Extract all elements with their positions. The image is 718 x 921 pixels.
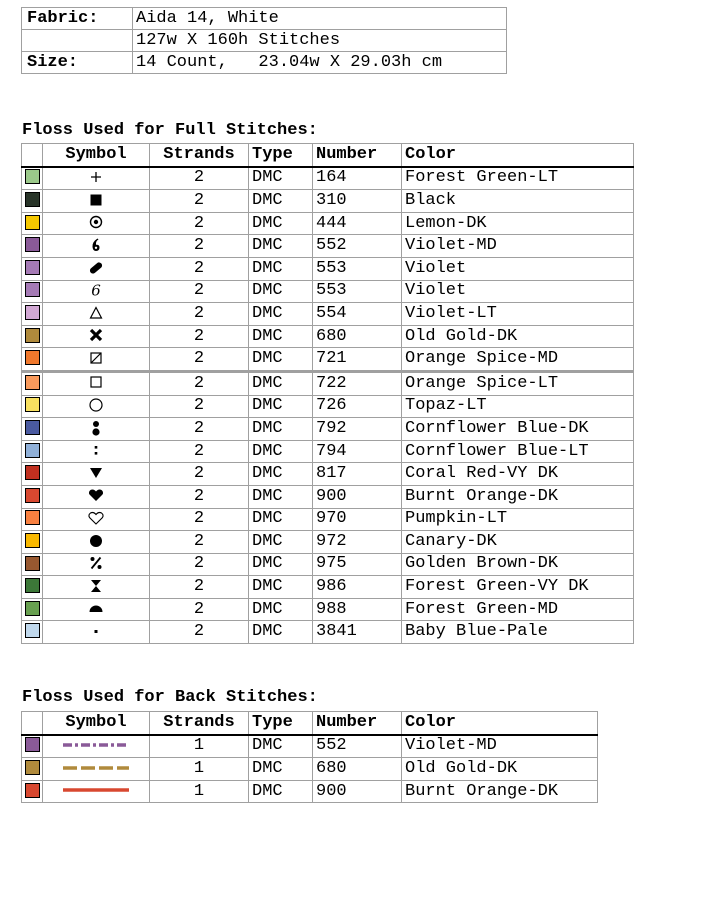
backstitch-line-icon [61,736,131,754]
strands-cell: 2 [150,598,249,621]
stitches-value: 127w X 160h Stitches [133,30,507,52]
symbol-cell [43,190,150,213]
color-swatch [25,215,40,230]
color-swatch [25,578,40,593]
number-cell: 164 [313,167,402,190]
color-swatch-cell [22,508,43,531]
color-swatch-cell [22,531,43,554]
table-header-row [22,144,634,167]
backstitch-line-icon [61,759,131,777]
number-header: Number [313,712,402,735]
color-swatch [25,169,40,184]
color-name-cell: Baby Blue-Pale [402,621,634,644]
color-swatch-cell [22,325,43,348]
strands-cell: 1 [150,735,249,758]
color-name-cell: Violet [402,280,634,303]
table-header-row [22,712,598,735]
number-cell: 817 [313,463,402,486]
strands-cell: 2 [150,508,249,531]
color-swatch-cell [22,167,43,190]
type-cell: DMC [249,190,313,213]
strands-cell: 2 [150,280,249,303]
color-name-cell: Cornflower Blue-LT [402,440,634,463]
color-name-cell: Violet-MD [402,235,634,258]
color-swatch-cell [22,758,43,781]
color-name-cell: Cornflower Blue-DK [402,418,634,441]
table-row [22,372,634,395]
type-cell: DMC [249,372,313,395]
color-swatch-cell [22,212,43,235]
color-swatch-cell [22,418,43,441]
color-swatch [25,760,40,775]
number-cell: 975 [313,553,402,576]
symbol-cell [43,235,150,258]
size-label: Size: [22,52,133,74]
number-cell: 444 [313,212,402,235]
x-cross-icon [81,326,111,344]
strands-cell: 2 [150,348,249,371]
fabric-value: Aida 14, White [133,8,507,30]
number-cell: 970 [313,508,402,531]
color-name-cell: Old Gold-DK [402,758,598,781]
table-row [22,395,634,418]
color-swatch-cell [22,485,43,508]
table-row [22,257,634,280]
table-row [22,598,634,621]
color-swatch-cell [22,348,43,371]
color-name-cell: Topaz-LT [402,395,634,418]
number-cell: 680 [313,758,402,781]
dotted-circle-icon [81,213,111,231]
table-row [22,167,634,190]
back-stitches-table [21,711,598,803]
symbol-cell [43,576,150,599]
color-swatch [25,737,40,752]
number-cell: 552 [313,235,402,258]
color-swatch [25,375,40,390]
color-swatch [25,350,40,365]
strands-cell: 2 [150,531,249,554]
number-cell: 722 [313,372,402,395]
number-cell: 553 [313,257,402,280]
type-cell: DMC [249,508,313,531]
color-name-cell: Forest Green-LT [402,167,634,190]
table-row [22,212,634,235]
color-name-cell: Forest Green-MD [402,598,634,621]
percent-icon [81,554,111,572]
type-cell: DMC [249,167,313,190]
type-cell: DMC [249,395,313,418]
table-row [22,440,634,463]
color-swatch-cell [22,372,43,395]
symbol-cell [43,758,150,781]
color-name-cell: Orange Spice-LT [402,372,634,395]
color-swatch-cell [22,553,43,576]
table-row [22,190,634,213]
heart-filled-icon [81,486,111,504]
symbol-header: Symbol [43,712,150,735]
color-swatch [25,260,40,275]
circle-outline-icon [81,396,111,414]
symbol-cell [43,735,150,758]
color-name-cell: Burnt Orange-DK [402,485,634,508]
full-stitches-title: Floss Used for Full Stitches: [22,121,318,140]
color-name-cell: Violet-LT [402,303,634,326]
colon-icon [81,441,111,459]
color-swatch-cell [22,735,43,758]
stacked-dots-icon [81,419,111,437]
symbol-cell [43,372,150,395]
strands-cell: 2 [150,440,249,463]
triangle-outline-icon [81,304,111,322]
strands-cell: 2 [150,190,249,213]
strands-cell: 1 [150,758,249,781]
color-swatch [25,237,40,252]
table-row [22,780,598,803]
color-name-cell: Violet-MD [402,735,598,758]
symbol-cell [43,348,150,371]
strands-cell: 2 [150,418,249,441]
color-swatch [25,192,40,207]
strands-cell: 2 [150,257,249,280]
color-swatch [25,510,40,525]
table-row [22,348,634,371]
type-cell: DMC [249,325,313,348]
heart-outline-icon [81,509,111,527]
type-cell: DMC [249,440,313,463]
number-cell: 986 [313,576,402,599]
color-name-cell: Old Gold-DK [402,325,634,348]
symbol-cell [43,167,150,190]
color-swatch-cell [22,780,43,803]
table-row [22,463,634,486]
color-name-cell: Golden Brown-DK [402,553,634,576]
number-cell: 310 [313,190,402,213]
color-swatch-cell [22,280,43,303]
type-cell: DMC [249,212,313,235]
type-cell: DMC [249,758,313,781]
color-name-cell: Canary-DK [402,531,634,554]
table-row [22,508,634,531]
table-row [22,303,634,326]
color-swatch [25,623,40,638]
type-cell: DMC [249,621,313,644]
type-cell: DMC [249,735,313,758]
symbol-cell [43,257,150,280]
table-row [22,325,634,348]
table-row [22,485,634,508]
table-row [22,621,634,644]
symbol-cell [43,440,150,463]
down-triangle-icon [81,464,111,482]
number-cell: 553 [313,280,402,303]
type-cell: DMC [249,576,313,599]
symbol-cell [43,463,150,486]
six-outline-icon [81,281,111,299]
strands-cell: 2 [150,212,249,235]
full-stitches-table [21,143,634,644]
table-row [22,418,634,441]
swatch-header [22,712,43,735]
symbol-cell [43,508,150,531]
color-swatch [25,465,40,480]
table-row [22,531,634,554]
color-swatch-cell [22,190,43,213]
strands-cell: 2 [150,463,249,486]
strands-cell: 2 [150,395,249,418]
type-cell: DMC [249,303,313,326]
type-cell: DMC [249,553,313,576]
symbol-cell [43,621,150,644]
color-swatch [25,601,40,616]
type-cell: DMC [249,235,313,258]
color-swatch [25,783,40,798]
back-stitches-title: Floss Used for Back Stitches: [22,688,318,707]
table-row [22,758,598,781]
type-header: Type [249,144,313,167]
pill-icon [81,259,111,277]
size-value: 14 Count, 23.04w X 29.03h cm [133,52,507,74]
color-swatch-cell [22,235,43,258]
color-name-cell: Burnt Orange-DK [402,780,598,803]
six-filled-icon [81,236,111,254]
number-cell: 900 [313,780,402,803]
fabric-label: Fabric: [22,8,133,30]
color-name-cell: Orange Spice-MD [402,348,634,371]
number-cell: 900 [313,485,402,508]
strands-header: Strands [150,144,249,167]
hourglass-icon [81,577,111,595]
color-name-cell: Pumpkin-LT [402,508,634,531]
type-cell: DMC [249,348,313,371]
type-cell: DMC [249,531,313,554]
strands-cell: 2 [150,576,249,599]
number-cell: 3841 [313,621,402,644]
half-circle-icon [81,599,111,617]
fabric-info-table [21,7,507,74]
type-cell: DMC [249,418,313,441]
number-cell: 794 [313,440,402,463]
color-name-cell: Black [402,190,634,213]
color-swatch [25,282,40,297]
color-swatch [25,420,40,435]
filled-circle-icon [81,532,111,550]
symbol-cell [43,303,150,326]
empty-label-cell [22,30,133,52]
type-cell: DMC [249,280,313,303]
number-cell: 792 [313,418,402,441]
symbol-cell [43,780,150,803]
symbol-cell [43,598,150,621]
color-swatch-cell [22,598,43,621]
strands-cell: 2 [150,325,249,348]
type-cell: DMC [249,598,313,621]
symbol-cell [43,280,150,303]
color-name-cell: Forest Green-VY DK [402,576,634,599]
color-swatch [25,443,40,458]
strands-cell: 2 [150,167,249,190]
strands-cell: 2 [150,485,249,508]
symbol-header: Symbol [43,144,150,167]
number-cell: 680 [313,325,402,348]
type-cell: DMC [249,780,313,803]
strands-cell: 1 [150,780,249,803]
color-name-cell: Lemon-DK [402,212,634,235]
color-swatch [25,397,40,412]
number-header: Number [313,144,402,167]
number-cell: 554 [313,303,402,326]
strands-cell: 2 [150,553,249,576]
symbol-cell [43,531,150,554]
symbol-cell [43,212,150,235]
strands-cell: 2 [150,372,249,395]
small-dot-icon [81,622,111,640]
svg-text:6: 6 [91,281,101,300]
color-name-cell: Violet [402,257,634,280]
strands-header: Strands [150,712,249,735]
strands-cell: 2 [150,303,249,326]
symbol-cell [43,395,150,418]
color-header: Color [402,144,634,167]
strands-cell: 2 [150,621,249,644]
number-cell: 721 [313,348,402,371]
table-row [22,553,634,576]
color-swatch-cell [22,576,43,599]
strands-cell: 2 [150,235,249,258]
type-cell: DMC [249,257,313,280]
type-header: Type [249,712,313,735]
plus-icon [81,168,111,186]
slashed-square-icon [81,349,111,367]
swatch-header [22,144,43,167]
number-cell: 552 [313,735,402,758]
number-cell: 972 [313,531,402,554]
type-cell: DMC [249,485,313,508]
color-swatch [25,305,40,320]
symbol-cell [43,325,150,348]
color-swatch-cell [22,395,43,418]
square-outline-icon [81,373,111,391]
table-row [22,280,634,303]
type-cell: DMC [249,463,313,486]
color-swatch-cell [22,440,43,463]
number-cell: 988 [313,598,402,621]
table-row [22,735,598,758]
color-header: Color [402,712,598,735]
color-swatch-cell [22,463,43,486]
color-swatch-cell [22,257,43,280]
symbol-cell [43,553,150,576]
number-cell: 726 [313,395,402,418]
backstitch-line-icon [61,781,131,799]
filled-square-icon [81,191,111,209]
color-swatch [25,533,40,548]
color-swatch [25,556,40,571]
color-swatch-cell [22,621,43,644]
symbol-cell [43,418,150,441]
table-row [22,576,634,599]
color-name-cell: Coral Red-VY DK [402,463,634,486]
color-swatch-cell [22,303,43,326]
symbol-cell [43,485,150,508]
color-swatch [25,328,40,343]
color-swatch [25,488,40,503]
table-row [22,235,634,258]
